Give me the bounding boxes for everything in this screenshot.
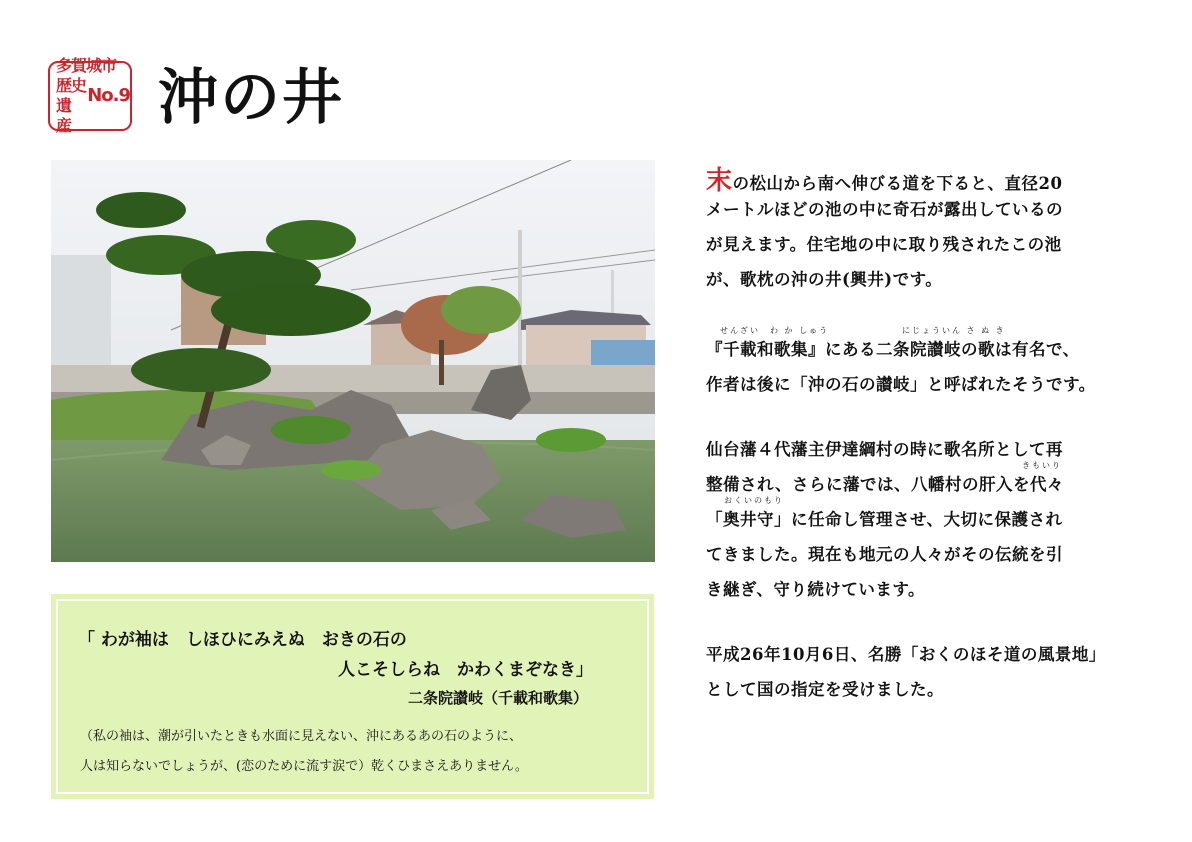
pond-photo xyxy=(51,160,655,562)
para3-line3: 「奥井守」に任命し管理させ、大切に保護され xyxy=(706,510,1063,529)
intro-line1-rest: の松山から南へ伸びる道を下ると、直径20 xyxy=(732,174,1063,193)
ruby-senzai: せんざい わ か しゅう xyxy=(720,326,830,335)
pond-photo-illustration xyxy=(51,160,655,562)
intro-line4: が、歌枕の沖の井(興井)です。 xyxy=(706,270,943,289)
poem-translation1: （私の袖は、潮が引いたときも水面に見えない、沖にあるあの石のように、 xyxy=(80,729,523,744)
poem-line2: 人こそしらね かわくまぞなき」 xyxy=(338,660,593,680)
seal-badge: No.9 xyxy=(87,85,130,106)
poem-translation2: 人は知らないでしょうが、(恋のために流す涙で）乾くひまさえありません。 xyxy=(80,759,528,774)
para2-line1: 『千載和歌集』にある二条院讃岐の歌は有名で、 xyxy=(706,340,1080,359)
para4-line1: 平成26年10月6日、名勝「おくのほそ道の風景地」 xyxy=(706,645,1106,664)
para2-line2: 作者は後に「沖の石の讃岐」と呼ばれたそうです。 xyxy=(706,375,1096,394)
ruby-nijo: にじょういん さ ぬ き xyxy=(902,326,1006,335)
seal-line2: 歴史 xyxy=(56,76,87,95)
poem-box xyxy=(51,594,654,799)
intro-dropcap: 末 xyxy=(706,166,733,196)
seal-line3: 遺産 xyxy=(56,96,72,135)
para3-line4: てきました。現在も地元の人々がその伝統を引 xyxy=(706,545,1063,564)
poem-line1: 「 わが袖は しほひにみえぬ おきの石の xyxy=(78,630,407,650)
para3-line5: き継ぎ、守り続けています。 xyxy=(706,580,926,599)
page-title: 沖の井 xyxy=(158,63,344,133)
para3-line1: 仙台藩４代藩主伊達綱村の時に歌名所として再 xyxy=(706,440,1063,459)
intro-line1 xyxy=(706,160,1062,197)
ruby-kimoiri: きもいり xyxy=(1022,461,1062,470)
para4-line2: として国の指定を受けました。 xyxy=(706,680,944,699)
para3-line2: 整備され、さらに藩では、八幡村の肝入を代々 xyxy=(706,475,1064,494)
seal-line1: 多賀城市 xyxy=(56,56,117,75)
ruby-okuinomori: おくいのもり xyxy=(724,496,784,505)
intro-line2: メートルほどの池の中に奇石が露出しているの xyxy=(706,200,1063,219)
intro-line3: が見えます。住宅地の中に取り残されたこの池 xyxy=(706,235,1062,254)
poem-author: 二条院讃岐（千載和歌集） xyxy=(408,689,589,707)
heritage-seal xyxy=(48,56,132,135)
